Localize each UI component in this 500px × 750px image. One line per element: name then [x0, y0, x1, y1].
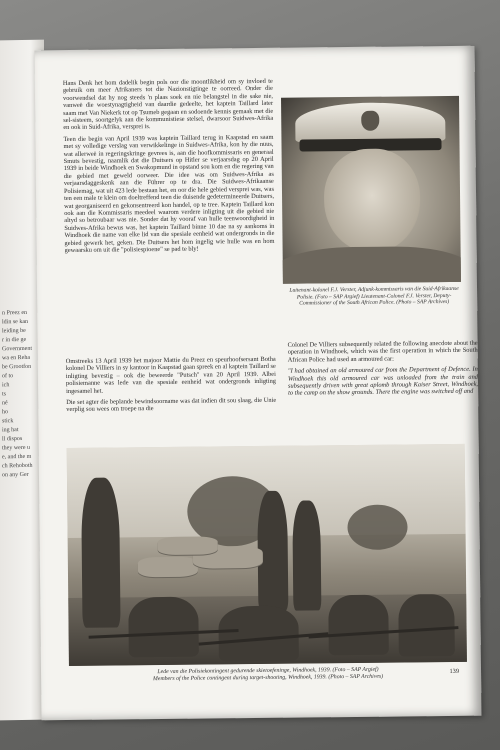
- left-page-text-fragment: leiding be: [2, 327, 26, 335]
- article-column-left-lower: [66, 356, 277, 418]
- portrait-face: [324, 148, 421, 253]
- left-page-text-fragment: r in die ge: [2, 336, 27, 344]
- photo-caption-afrikaans: Lede van die Polisiekontingent gedurende skietoefeninge, Windhoek, 1939. (Foto – SAP Argief): [157, 666, 379, 676]
- book-page: [35, 46, 482, 721]
- article-paragraph: Colonel De Villiers subsequently related the following anecdote about the operation in Windhoek, which was the first operation in which the South African Police had used an armoured car:: [287, 339, 478, 364]
- left-page-text-fragment: ll dispos: [2, 435, 23, 443]
- left-page-text-fragment: ing hat: [2, 427, 19, 434]
- quote-paragraph: "I had obtained an old armoured car from the Department of Defence. In Windhoek this old armoured car was unloaded from the train and subsequently driven with great aplomb through Kaiser Street, Windhoek, to the camp on the show grounds. There the engine was switched off and: [287, 365, 479, 398]
- article-paragraph: Teen die begin van April 1939 was kaptein Taillard terug in Kaapstad en saam met sy volledige verslag van verwikkelinge in Suidwes-Afrika, kon hy die nuus, wat allerweë in regeringskringe gevrees is, aan die hoofkommissaris en generaal Smuts bevestig, naamlik dat die Duitsers op Hitler se verjaarsdag op 20 April 1939 in beide Windhoek en Swakopmund in opstand sou kom en die regering van die gebied met geweld oorweer. Die idee was om Suidwes-Afrika as verjaarsdaggeskenk aan die Führer op te dra. Die Suidwes-Afrikaanse Polisiemag, wat uit 423 lede bestaan het, en oor die hele gebied versprei was, was ten een male te klein om doeltreffend teen die duisende gedetermineerde Duitsers, wat georganiseerd en gekonsentreerd kon handel, op te tree. Kaptein Taillard kon ook aan die Kommissaris meedeel waarom verdere inligting uit die gebied nie altyd so betroubaar was nie. Sonder dat hy vooraf van hulle teenwoordigheid in Suidwes-Afrika bewus was, het kaptein Taillard binne 10 dae na sy aankoms in Windhoek die name van elke lid van die spesiale eenheid wat ondergronds in die gebied gewerk het, geken. Die Duitsers het hom ingelig wie hulle was en hom gewaarsku om uit die "polisiespioene" se pad te bly!: [63, 133, 275, 254]
- article-column-right-lower: [288, 340, 479, 402]
- left-page-text-fragment: ts: [2, 391, 7, 398]
- left-page-text-fragment: ldin se kan: [2, 318, 28, 326]
- article-paragraph: Hans Denk het hom dadelik begin pols oor die moontlikheid om sy invloed te gebruik om meer Afrikaners tot die Nazionstigtinge te oorreed. Onder die voorwendsel dat hy nog steeds 'n plaas soek en nie belangstel in die sake nie, vanweë die woestynagtigheid van daardie gedeelte, het kaptein Taillard later saam met Van Niekerk tot op Tsumeb gegaan en sodoende kennis gemaak met die sel-sisteem, soortgelyk aan die kommunistiese stelsel, dwarsoor Suidwes-Afrika en ook in Suid-Afrika, versprei is.: [62, 77, 274, 132]
- left-page-text-fragment: on any Ger: [2, 471, 29, 479]
- left-page-text-fragment: ho: [2, 409, 8, 416]
- photo-prone-soldier: [128, 597, 199, 658]
- article-paragraph: Omstreeks 13 April 1939 het majoor Mattie du Preez en speurhoofsersant Botha kolonel De Villiers in sy kantoor in Kaapstad gaan spreek en al kaptein Taillard se inligting bevestig – ook die beweerde "Putsch" van 20 April 1939. Albei polisiemanne was lede van die spesiale eenheid wat ondergronds inligting ingesamel het.: [65, 355, 277, 395]
- portrait-uniform: [281, 246, 461, 284]
- photo-prone-soldier: [328, 595, 389, 656]
- left-page-text-fragment: stick: [2, 418, 14, 425]
- photo-soldier: [81, 477, 121, 627]
- left-page-text-fragment: they were u: [2, 444, 30, 452]
- left-page-text-fragment: ich: [2, 382, 10, 389]
- photo-soldier: [292, 500, 321, 610]
- photo-tree: [347, 504, 407, 550]
- photo-sandbag: [158, 536, 218, 555]
- left-page-text-fragment: n Preez en: [2, 309, 27, 317]
- cap-badge-icon: [361, 111, 379, 131]
- article-paragraph: Die set agter die beplande bewindsoorname was dat indien dit sou slaag, die Unie verplig sou wees om troepe na die: [66, 396, 277, 414]
- photo-caption: [69, 666, 467, 684]
- portrait-photo: [281, 96, 461, 284]
- photo-caption-english: Members of the Police contingent during target-shooting, Windhoek, 1939. (Photo – SAP Archives): [153, 673, 384, 682]
- photo-sandbag: [138, 557, 198, 578]
- left-page-text-fragment: e, and the m: [2, 453, 32, 461]
- left-page-text-fragment: ch Rehoboth: [2, 462, 33, 470]
- police-shooting-photo: [67, 444, 467, 666]
- left-page-text-fragment: Government: [2, 345, 32, 353]
- article-column-left: [63, 78, 275, 259]
- left-page-text-fragment: wa en Reha: [2, 354, 30, 362]
- left-page-text-fragment: né: [2, 400, 8, 407]
- left-page-text-fragment: be Grootfon: [2, 363, 32, 371]
- page-number: 139: [449, 667, 460, 676]
- left-page-text-fragment: of to: [2, 373, 14, 380]
- photo-prone-soldier: [218, 606, 299, 662]
- portrait-caption: Luitenant-kolonel F.J. Verster, Adjunk-kommissaris van die Suid-Afrikaanse Polisie. (Foto – SAP Argief) Lieutenant-Colonel F.J. Verster, Deputy-Commissioner of the South African Police. (Photo – SAP Archives): [289, 285, 459, 307]
- photo-prone-soldier: [398, 594, 455, 657]
